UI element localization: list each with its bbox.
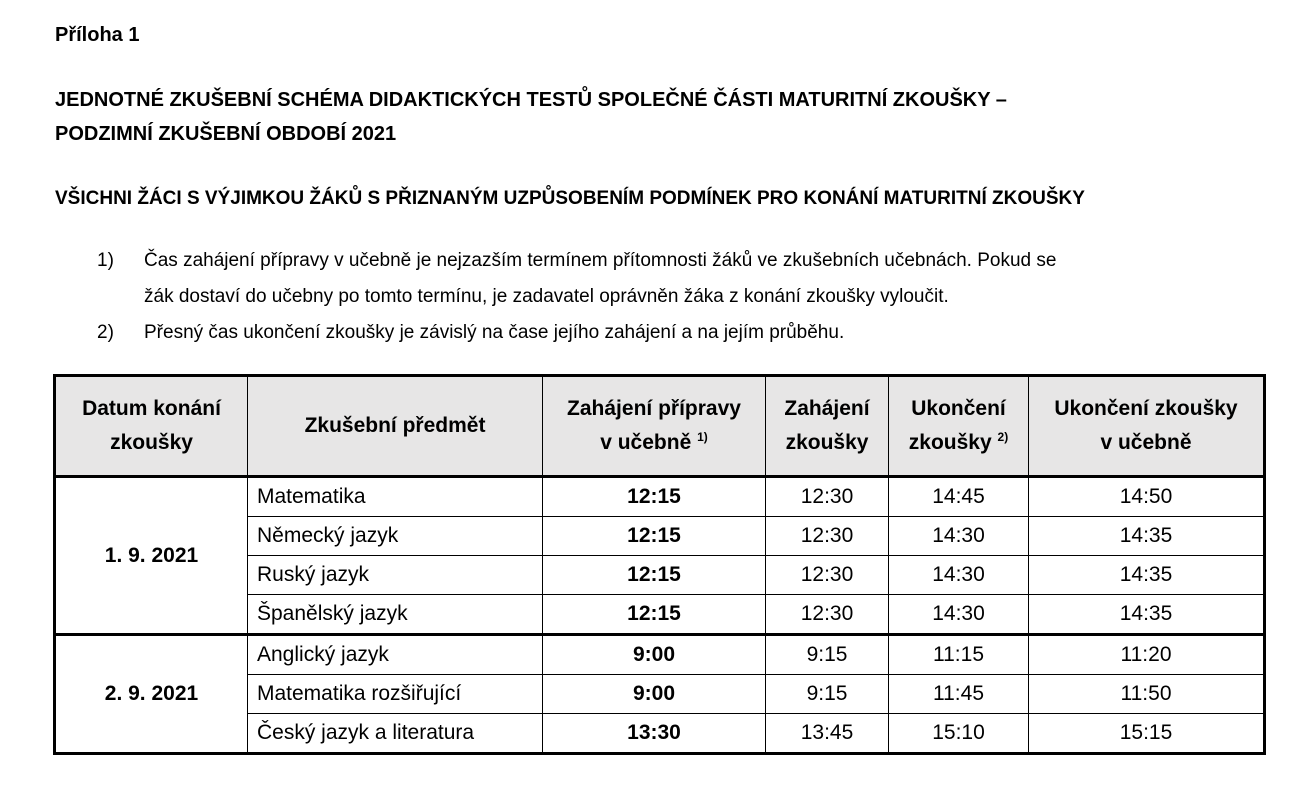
note-text-line: žák dostaví do učebny po tomto termínu, je zadavatel oprávněn žáka z konání zkoušky vyloučit. bbox=[144, 286, 949, 307]
title-line-1: JEDNOTNÉ ZKUŠEBNÍ SCHÉMA DIDAKTICKÝCH TESTŮ SPOLEČNÉ ČÁSTI MATURITNÍ ZKOUŠKY – bbox=[55, 89, 1007, 111]
end-time-cell: 14:45 bbox=[889, 477, 1029, 517]
subject-cell: Anglický jazyk bbox=[248, 635, 543, 675]
prep-time-cell: 13:30 bbox=[543, 714, 766, 754]
note-item bbox=[97, 243, 1257, 315]
document-subtitle: VŠICHNI ŽÁCI S VÝJIMKOU ŽÁKŮ S PŘIZNANÝM UZPŮSOBENÍM PODMÍNEK PRO KONÁNÍ MATURITNÍ ZKOUŠKY bbox=[55, 188, 1085, 209]
header-subject bbox=[248, 376, 543, 477]
header-prep-start bbox=[543, 376, 766, 477]
subject-cell: Německý jazyk bbox=[248, 517, 543, 556]
start-time-cell: 12:30 bbox=[766, 595, 889, 635]
end-time-cell: 11:45 bbox=[889, 675, 1029, 714]
exam-date-cell: 2. 9. 2021 bbox=[55, 635, 248, 754]
header-text: v učebně bbox=[600, 431, 692, 454]
start-time-cell: 9:15 bbox=[766, 635, 889, 675]
header-text: zkoušky bbox=[908, 431, 992, 454]
note-text: Přesný čas ukončení zkoušky je závislý na čase jejího zahájení a na jejím průběhu. bbox=[144, 322, 845, 343]
annex-label: Příloha 1 bbox=[55, 24, 140, 46]
table-header-row bbox=[55, 376, 1265, 477]
end-time-cell: 14:30 bbox=[889, 556, 1029, 595]
leave-time-cell: 14:35 bbox=[1029, 556, 1265, 595]
prep-time-cell: 12:15 bbox=[543, 517, 766, 556]
header-text: Ukončení bbox=[911, 397, 1006, 420]
title-line-2: PODZIMNÍ ZKUŠEBNÍ OBDOBÍ 2021 bbox=[55, 123, 397, 145]
prep-time-cell: 9:00 bbox=[543, 635, 766, 675]
header-date bbox=[55, 376, 248, 477]
leave-time-cell: 14:50 bbox=[1029, 477, 1265, 517]
subject-cell: Matematika rozšiřující bbox=[248, 675, 543, 714]
table-row bbox=[55, 635, 1265, 675]
header-text: Zkušební předmět bbox=[304, 414, 486, 437]
exam-schedule-table bbox=[53, 374, 1266, 755]
start-time-cell: 13:45 bbox=[766, 714, 889, 754]
leave-time-cell: 15:15 bbox=[1029, 714, 1265, 754]
prep-time-cell: 12:15 bbox=[543, 556, 766, 595]
note-item bbox=[97, 315, 1257, 351]
start-time-cell: 9:15 bbox=[766, 675, 889, 714]
header-text: Zahájení bbox=[784, 397, 870, 420]
note-number: 1) bbox=[97, 250, 114, 271]
end-time-cell: 14:30 bbox=[889, 595, 1029, 635]
subject-cell: Český jazyk a literatura bbox=[248, 714, 543, 754]
note-number: 2) bbox=[97, 322, 114, 343]
subject-cell: Španělský jazyk bbox=[248, 595, 543, 635]
header-exam-start bbox=[766, 376, 889, 477]
end-time-cell: 15:10 bbox=[889, 714, 1029, 754]
notes-list bbox=[97, 243, 1257, 351]
end-time-cell: 11:15 bbox=[889, 635, 1029, 675]
footnote-ref: 2) bbox=[997, 430, 1009, 444]
header-text: zkoušky bbox=[785, 431, 869, 454]
start-time-cell: 12:30 bbox=[766, 556, 889, 595]
leave-time-cell: 11:50 bbox=[1029, 675, 1265, 714]
header-text: zkoušky bbox=[110, 431, 193, 454]
prep-time-cell: 9:00 bbox=[543, 675, 766, 714]
start-time-cell: 12:30 bbox=[766, 477, 889, 517]
header-text: v učebně bbox=[1100, 431, 1192, 454]
leave-time-cell: 11:20 bbox=[1029, 635, 1265, 675]
end-time-cell: 14:30 bbox=[889, 517, 1029, 556]
note-text bbox=[144, 243, 1257, 315]
header-text: Datum konání bbox=[82, 397, 221, 420]
subject-cell: Ruský jazyk bbox=[248, 556, 543, 595]
footnote-ref: 1) bbox=[697, 430, 708, 444]
document-title bbox=[55, 83, 1255, 151]
prep-time-cell: 12:15 bbox=[543, 477, 766, 517]
start-time-cell: 12:30 bbox=[766, 517, 889, 556]
subject-cell: Matematika bbox=[248, 477, 543, 517]
header-room-end bbox=[1029, 376, 1265, 477]
header-text: Zahájení přípravy bbox=[567, 397, 741, 420]
note-text-line: Čas zahájení přípravy v učebně je nejzazším termínem přítomnosti žáků ve zkušebních učebnách. Pokud se bbox=[144, 250, 1057, 271]
leave-time-cell: 14:35 bbox=[1029, 517, 1265, 556]
header-text: Ukončení zkoušky bbox=[1054, 397, 1238, 420]
exam-date-cell: 1. 9. 2021 bbox=[55, 477, 248, 635]
table-row bbox=[55, 477, 1265, 517]
prep-time-cell: 12:15 bbox=[543, 595, 766, 635]
leave-time-cell: 14:35 bbox=[1029, 595, 1265, 635]
header-exam-end bbox=[889, 376, 1029, 477]
